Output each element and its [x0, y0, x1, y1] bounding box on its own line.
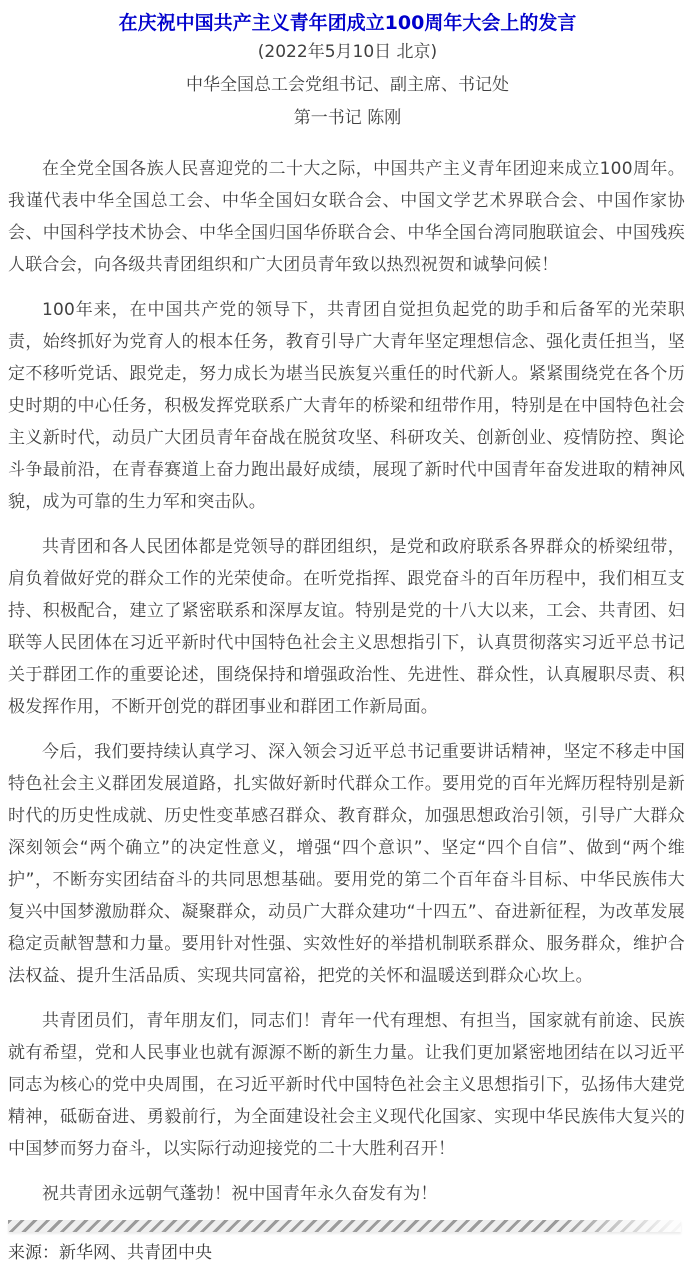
- article-header: [0, 0, 695, 135]
- article-byline-org: 中华全国总工会党组书记、副主席、书记处: [186, 75, 509, 95]
- hatched-divider: [8, 1220, 681, 1232]
- article-paragraph: 祝共青团永远朝气蓬勃！祝中国青年永久奋发有为！: [42, 1184, 438, 1204]
- article-paragraph: 100年来，在中国共产党的领导下，共青团自觉担负起党的助手和后备军的光荣职责，始终抓好为党育人的根本任务，教育引导广大青年坚定理想信念、强化责任担当，坚定不移听党话、跟党走，努力成长为堪当民族复兴重任的时代新人。紧紧围绕党在各个历史时期的中心任务，积极发挥党联系广大青年的桥梁和纽带作用，特别是在中国特色社会主义新时代，动员广大团员青年奋战在脱贫攻坚、科研攻关、创新创业、疫情防控、舆论斗争最前沿，在青春赛道上奋力跑出最好成绩，展现了新时代中国青年奋发进取的精神风貌，成为可靠的生力军和突击队。: [8, 300, 685, 512]
- article-body: [0, 153, 695, 1265]
- article-date: (2022年5月10日 北京): [257, 42, 438, 62]
- paragraph-list: [8, 153, 685, 1210]
- source-line: 来源：新华网、共青团中央: [8, 1243, 212, 1263]
- article-paragraph: 共青团和各人民团体都是党领导的群团组织，是党和政府联系各界群众的桥梁纽带，肩负着做好党的群众工作的光荣使命。在听党指挥、跟党奋斗的百年历程中，我们相互支持、积极配合，建立了紧密联系和深厚友谊。特别是党的十八大以来，工会、共青团、妇联等人民团体在习近平新时代中国特色社会主义思想指引下，认真贯彻落实习近平总书记关于群团工作的重要论述，围绕保持和增强政治性、先进性、群众性，认真履职尽责、积极发挥作用，不断开创党的群团事业和群团工作新局面。: [8, 537, 685, 717]
- article-byline-author: 第一书记 陈刚: [293, 108, 402, 128]
- article-paragraph: 共青团员们，青年朋友们，同志们！青年一代有理想、有担当，国家就有前途、民族就有希望，党和人民事业也就有源源不断的新生力量。让我们更加紧密地团结在以习近平同志为核心的党中央周围，在习近平新时代中国特色社会主义思想指引下，弘扬伟大建党精神，砥砺奋进、勇毅前行，为全面建设社会主义现代化国家、实现中华民族伟大复兴的中国梦而努力奋斗，以实际行动迎接党的二十大胜利召开！: [8, 1011, 685, 1159]
- article-paragraph: 在全党全国各族人民喜迎党的二十大之际，中国共产主义青年团迎来成立100周年。我谨代表中华全国总工会、中华全国妇女联合会、中国文学艺术界联合会、中国作家协会、中国科学技术协会、中华全国归国华侨联合会、中华全国台湾同胞联谊会、中国残疾人联合会，向各级共青团组织和广大团员青年致以热烈祝贺和诚挚问候！: [8, 159, 685, 275]
- article-paragraph: 今后，我们要持续认真学习、深入领会习近平总书记重要讲话精神，坚定不移走中国特色社会主义群团发展道路，扎实做好新时代群众工作。要用党的百年光辉历程特别是新时代的历史性成就、历史性变革感召群众、教育群众，加强思想政治引领，引导广大群众深刻领会“两个确立”的决定性意义，增强“四个意识”、坚定“四个自信”、做到“两个维护”，不断夯实团结奋斗的共同思想基础。要用党的第二个百年奋斗目标、中华民族伟大复兴中国梦激励群众、凝聚群众，动员广大群众建功“十四五”、奋进新征程，为改革发展稳定贡献智慧和力量。要用针对性强、实效性好的举措机制联系群众、服务群众，维护合法权益、提升生活品质、实现共同富裕，把党的关怀和温暖送到群众心坎上。: [8, 742, 685, 986]
- article-title: 在庆祝中国共产主义青年团成立100周年大会上的发言: [118, 12, 577, 34]
